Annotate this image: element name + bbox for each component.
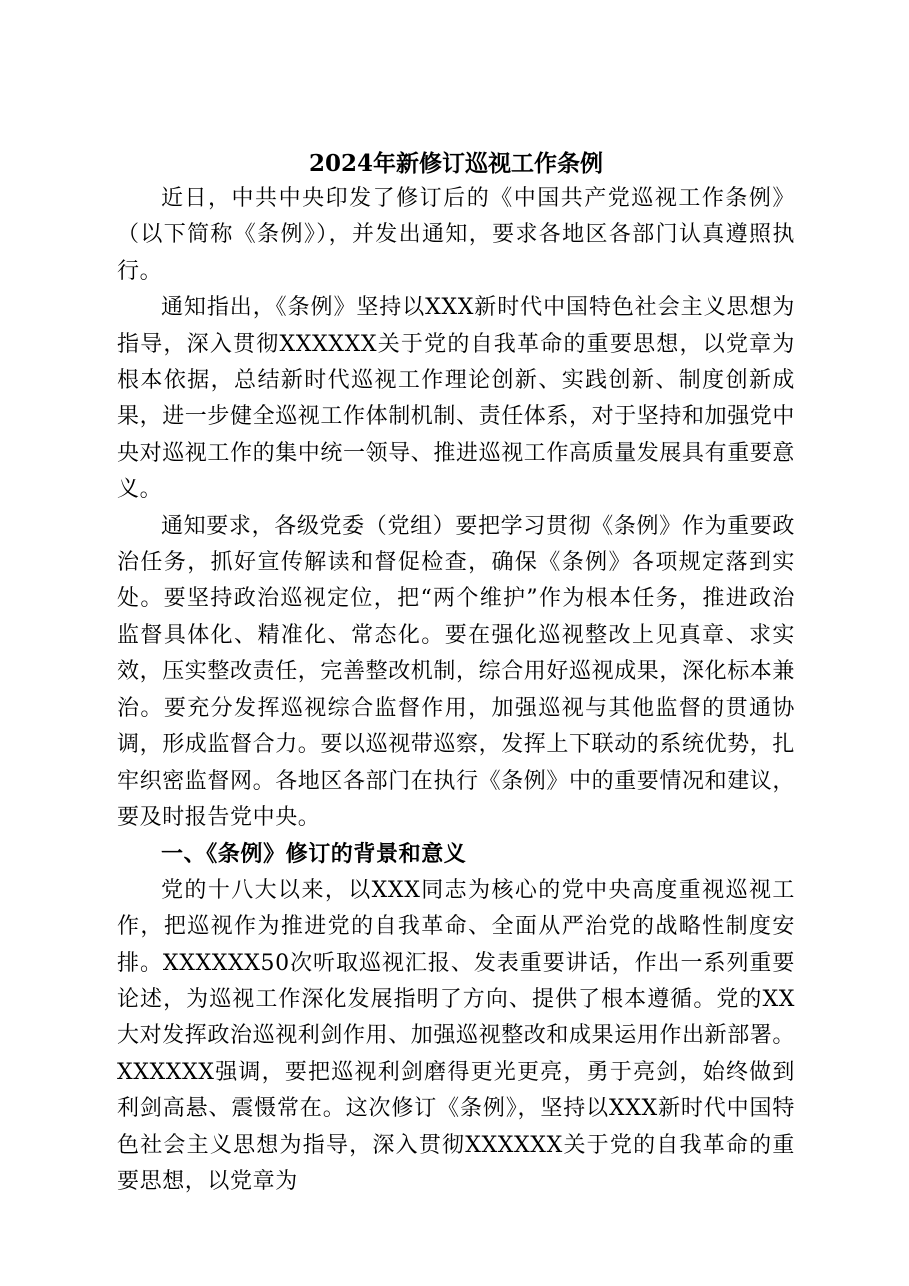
paragraph-intro: 近日，中共中央印发了修订后的《中国共产党巡视工作条例》（以下简称《条例》），并发出通知，要求各地区各部门认真遵照执行。 [117, 186, 795, 284]
paragraph-notice-requirements: 通知要求，各级党委（党组）要把学习贯彻《条例》作为重要政治任务，抓好宣传解读和督促检查，确保《条例》各项规定落到实处。要坚持政治巡视定位，把“两个维护”作为根本任务，推进政治监督具体化、精准化、常态化。要在强化巡视整改上见真章、求实效，压实整改责任，完善整改机制，综合用好巡视成果，深化标本兼治。要充分发挥巡视综合监督作用，加强巡视与其他监督的贯通协调，形成监督合力。要以巡视带巡察，发挥上下联动的系统优势，扎牢织密监督网。各地区各部门在执行《条例》中的重要情况和建议，要及时报告党中央。 [117, 513, 796, 830]
document-title: 2024年新修订巡视工作条例 [308, 150, 603, 177]
paragraph-notice-points: 通知指出，《条例》坚持以XXX新时代中国特色社会主义思想为指导，深入贯彻XXXXXX关于党的自我革命的重要思想，以党章为根本依据，总结新时代巡视工作理论创新、实践创新、制度创新成果，进一步健全巡视工作体制机制、责任体系，对于坚持和加强党中央对巡视工作的集中统一领导、推进巡视工作高质量发展具有重要意义。 [117, 295, 796, 503]
section-heading: 一、《条例》修订的背景和意义 [161, 841, 467, 868]
document-body [117, 146, 795, 1200]
paragraph-section-background: 党的十八大以来，以XXX同志为核心的党中央高度重视巡视工作，把巡视作为推进党的自我革命、全面从严治党的战略性制度安排。XXXXXX50次听取巡视汇报、发表重要讲话，作出一系列重要论述，为巡视工作深化发展指明了方向、提供了根本遵循。党的XX大对发挥政治巡视利剑作用、加强巡视整改和成果运用作出新部署。XXXXXX强调，要把巡视利剑磨得更光更亮，勇于亮剑，始终做到利剑高悬、震慑常在。这次修订《条例》，坚持以XXX新时代中国特色社会主义思想为指导，深入贯彻XXXXXX关于党的自我革命的重要思想，以党章为 [117, 877, 796, 1194]
